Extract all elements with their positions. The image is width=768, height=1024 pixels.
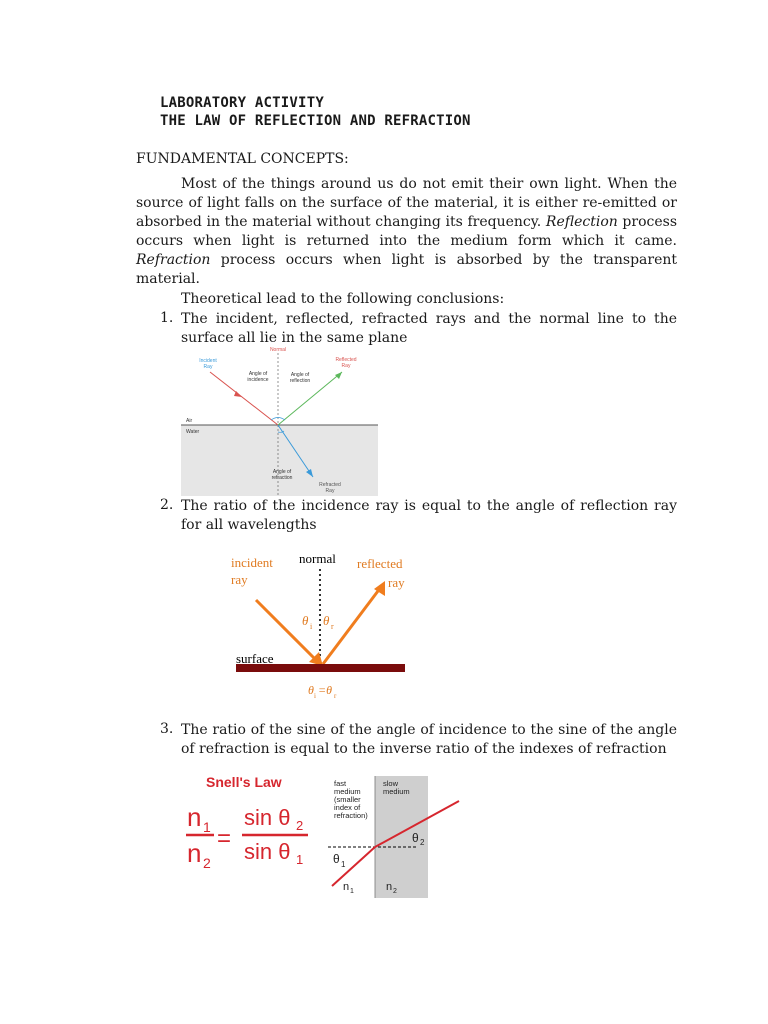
- formula-sin-bottom: sin θ: [244, 839, 291, 864]
- fast-medium-label-2: medium: [334, 787, 361, 796]
- label-angle-incidence-1: Angle of: [248, 371, 268, 377]
- fast-medium-label-1: fast: [334, 779, 347, 788]
- label-normal: normal: [299, 551, 336, 566]
- label-angle-reflection-2: reflection: [289, 378, 311, 384]
- list-item-text: The ratio of the incidence ray is equal to the angle of reflection ray for all wavelengths: [181, 498, 677, 533]
- section-title: FUNDAMENTAL CONCEPTS:: [136, 151, 349, 167]
- water-region: [181, 425, 378, 496]
- intro-text-3: process occurs when light is absorbed by the transparent material.: [136, 252, 677, 287]
- formula-sin-top: sin θ: [244, 805, 291, 830]
- label-theta-1-sub: 1: [341, 860, 346, 869]
- label-angle-refraction-1: Angle of: [272, 469, 292, 475]
- equation-theta: θ: [308, 683, 314, 697]
- formula-n1: n: [187, 802, 202, 832]
- label-theta-2: θ: [412, 831, 419, 845]
- figure-refraction-media: [328, 775, 468, 900]
- label-incident-ray: ray: [231, 572, 248, 587]
- list-item-text: The ratio of the sine of the angle of incidence to the sine of the angle of refraction is equal to the inverse ratio of the indexes of refraction: [181, 722, 677, 757]
- fast-medium-label-5: refraction): [334, 811, 368, 820]
- label-reflected-ray: Ray: [341, 363, 351, 369]
- list-number: 1.: [160, 310, 174, 326]
- list-number: 3.: [160, 721, 174, 737]
- fast-medium-label-4: index of: [334, 803, 361, 812]
- figure-law-of-reflection: [222, 545, 417, 705]
- intro-text-1: Most of the things around us do not emit their own light. When the source of light falls on the surface of the material, it is either re-emitted or absorbed in the material without changing its frequency.: [136, 176, 677, 230]
- label-normal: Normal: [269, 347, 287, 353]
- list-number: 2.: [160, 497, 174, 513]
- label-theta-2-sub: 2: [420, 838, 425, 847]
- intro-paragraph: [136, 175, 677, 289]
- label-medium-n1: n: [343, 881, 350, 893]
- intro-text-2: process occurs when light is returned into the medium form which it came.: [136, 214, 678, 249]
- label-surface: surface: [236, 651, 274, 666]
- formula-equals: =: [217, 825, 232, 852]
- equation-sub-i: i: [314, 692, 316, 700]
- label-reflected: reflected: [357, 556, 403, 571]
- label-theta-r: θ: [323, 613, 330, 628]
- label-theta-i: θ: [302, 613, 309, 628]
- label-incident-ray: Ray: [203, 364, 213, 370]
- intro-em-refraction: Refraction: [136, 252, 211, 268]
- formula-sin-bottom-sub: 1: [296, 852, 304, 867]
- equation-equals-theta: =θ: [318, 683, 332, 697]
- label-refracted: Refracted: [319, 482, 341, 488]
- doc-title-line2: THE LAW OF REFLECTION AND REFRACTION: [160, 113, 471, 129]
- formula-n2: n: [187, 838, 202, 868]
- label-angle-incidence-2: incidence: [247, 377, 269, 383]
- label-reflected: Reflected: [335, 357, 357, 363]
- label-reflected-ray: ray: [388, 575, 405, 590]
- figure-snells-law-formula: [182, 770, 322, 880]
- label-incident: incident: [231, 555, 273, 570]
- formula-sin-top-sub: 2: [296, 818, 304, 833]
- intro-em-reflection: Reflection: [545, 214, 618, 230]
- figure-reflection-refraction: [178, 345, 381, 498]
- label-air: Air: [186, 418, 193, 424]
- lead-text: Theoretical lead to the following conclusions:: [181, 291, 505, 307]
- label-incident: Incident: [199, 358, 217, 364]
- label-medium-n2: n: [386, 881, 393, 893]
- doc-title-line1: LABORATORY ACTIVITY: [160, 95, 324, 111]
- slow-medium-label-1: slow: [383, 779, 399, 788]
- label-refracted-ray: Ray: [325, 488, 335, 494]
- slow-medium-label-2: medium: [383, 787, 410, 796]
- label-theta-1: θ: [333, 852, 340, 866]
- label-angle-reflection-1: Angle of: [290, 372, 310, 378]
- label-angle-refraction-2: refraction: [271, 475, 293, 481]
- label-water: Water: [186, 429, 200, 435]
- label-medium-n2-sub: 2: [393, 888, 397, 895]
- reflected-arrow-icon: [335, 372, 342, 379]
- equation-sub-r: r: [334, 692, 337, 700]
- label-sub-i: i: [310, 622, 313, 631]
- fast-medium-label-3: (smaller: [334, 795, 361, 804]
- snells-law-title: Snell's Law: [206, 774, 282, 790]
- list-item-text: The incident, reflected, refracted rays and the normal line to the surface all lie in the same plane: [181, 311, 677, 346]
- label-sub-r: r: [331, 622, 334, 631]
- formula-n2-sub: 2: [203, 855, 211, 871]
- label-medium-n1-sub: 1: [350, 888, 354, 895]
- formula-n1-sub: 1: [203, 819, 211, 835]
